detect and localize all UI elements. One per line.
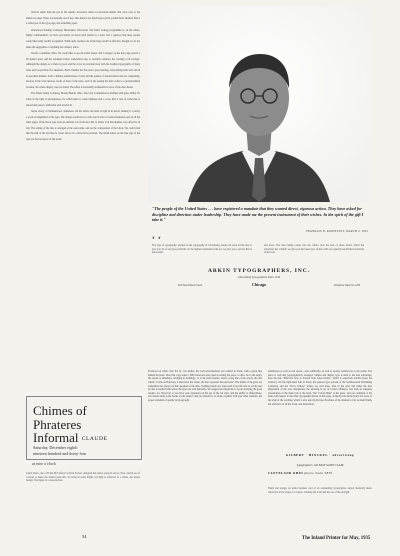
left-column-text [26, 10, 140, 144]
dance-program-ad [26, 396, 142, 460]
company-address: 616 West Illinois Street [178, 284, 203, 287]
card-city: CLEVELAND OHIO [268, 471, 304, 475]
paragraph: Wauwatosa Printing Company, Milwaukee, Wisconsin. The Kiner College programme is, on the whole, highly commendable; we have previously set down such details as a letter and a typeface that most people would like being readily recognized. While quite another one in the large result be effective, though we do not make the suggestion of anything but ordinary effort. [26, 28, 140, 49]
company-phone: Telephone Superior 4436 [333, 284, 360, 287]
title-word: Informal [33, 430, 79, 445]
company-city: Chicago [252, 282, 266, 287]
right-column-text [268, 370, 372, 406]
card-city-line [268, 471, 372, 475]
paragraph: submission as well as real speed,—and, admirably, as well as exactly satisfactory to the reader. The piece is well and typographically arranged. Simple and display type is used to the best advantage; note the title "Effective Way to Stretch Your Sales Dollar," which is especially notable (note the Ludlow). On the right-hand half in black, the general type portrait of the Southwestern Publishing Company, and the "Navy Yellow" folder, are well done. One of the ones that make the best impression of the text. Adequately, the lettering is set of Caslon Oldstyle, and with an adequate presentation of the main rule at the head. The "Cobalt Blue" is the piece, and our comment is the same with respect to the other typography shown on this page. A display line in the black and color, is the style of the wording, which is also used in the line. Brochure of the smallest of all. A small finish, but attractive of all the Stark, one illustration. [268, 370, 372, 406]
gilbert-business-card [268, 453, 372, 501]
card-caption: Black and orange on white business card of an outstanding typographer, turned modernly mark. Attractive in the shape of a square, bonding the form and the use of the strength. [268, 487, 372, 494]
title-line: Phrateres [33, 416, 82, 432]
card-phone: phone main 5839 [304, 471, 333, 475]
paragraph: The Shade Stamp Company, Mount Hurrah, Ohio. The Clay Compilation is handled with great ability. Its value in the light of pleasantness, for which there is some lightness and a cover that is best in some that is placed and used, is admirable with all and all. [26, 92, 140, 107]
page-number: 54 [82, 534, 87, 539]
time-line-2: at nine o'clock [32, 461, 56, 466]
dance-program-title [33, 404, 137, 447]
portrait-illustration [148, 6, 370, 202]
quote-attribution: FRANKLIN D. ROOSEVELT, MARCH 4, 1933 [306, 230, 368, 233]
company-subtitle: Advertising Typographers Since 1910 [237, 276, 281, 279]
title-line: Chimes of [33, 403, 87, 418]
ad-body-right: and more. The line-casting comes into the whole, plus the best of those letters which the advertiser has at hand; we give you the latest type, in line with our regularly established standards of the best. [264, 244, 364, 255]
paragraph: Produced on white card, 8¼ by 11¼ inches, the wall advertisement was printed in black, with a green line behind the head. Note that copy states 7,000 characters were used in setting the piece. to dive. As to the setup, the layout is shipshape, bringing in strikingly, as is the chief feature, about a long line of the words, the line which, "Come on Harrison, it must have the vision, the line expresses the idea here". The minds of the great are sometimes not always on this question of the time. Nothing stands out. Sans-serif is not the best to set the text in; this is another item where the type was read hurriedly. We suggest the importance of your studying the good readers, too. However, if you have your experience in the use of the old stylo, and the ability to differentiate, you should study some books on the subject, and you should try to attain, together with your other qualities, the proper standard of quality in typography. [148, 370, 262, 402]
arkin-advertisement [148, 6, 370, 306]
time-line: nineteen hundred and thirty-four [33, 451, 87, 456]
card-name: GILBERT · HINCKEL · advertising [285, 453, 355, 457]
date-line: Saturday, December eighth [33, 445, 78, 450]
quote-text: "The people of the United States . . . have registered a mandate that they wanted direct, vigorous action. They have asked for discipline and direction under leadership. They have made me the present instrument of their wishes. In the spirit of the gift I take it." [152, 206, 364, 223]
running-footer: The Inland Printer for May, 1935 [302, 536, 371, 541]
paragraph: Owens, Columbus, Ohio. We would like to see the items 'Roses' and 'Colleges' on the title page spaced a bit further apart, and the ornament below, somewhere else, is certainly centered, the wording a bit stronger. Although the design as a whole is good, and the cover in excellent taste with the Cushion typography of many fonts and Cooper Bold for emphasis. Both combine the fine news space heading, and printing both well and in an excellent manner. Such a definite sensitiveness of style and the quality of characteristics that are compelling, because in the wide lustrous words of most of the issue, each of the seating the lines come to a predetermined location, the whole display was not found. The offset is unvariably sustainable in view of the extra heads. [26, 52, 140, 89]
card-description: typographers 126 EAST SAINT CLAIR [296, 463, 344, 467]
company-name: ARKIN TYPOGRAPHERS, INC. [207, 268, 311, 274]
paragraph: Jasper Avery, of Sillimantown, Tennessee. On the whole, the letter is right in its mood, making it a purely a work accomplished of the type. The design would not be a fine one in view of some inclination, and of all the other pages. If the block type were an element, it is in the fact this to whole is in this manner, very effective in day. The setting of the line is arranged at the outer ends, and on the composition of the block. We could wish that the half of the last line be closer and so be a little more personal. The initial letters on the fine type of the type are the best piece of the result. [26, 110, 140, 142]
middle-column-text [148, 370, 262, 403]
paragraph: Vertical rather than the use of the usually decorative letters in decorated initials that cross over to the initial text page. These are naturally out of key; thus there is too much space given around them. Readers find it a rather part of the type page, and something apart. [26, 11, 140, 26]
portrait-photo [148, 6, 370, 202]
dance-program-caption: Glenn Dawe, one of Frank McCaffrey's staff in Seattle, designed this dance program above. Note careful use of Coronet to make the shaded print title. To bring in some bright, red light is achieved as a whole, the whole design. The figure is a reproduction. [26, 472, 140, 483]
ornament: ❦ ❦ [152, 236, 162, 240]
title-small: CLAUDE [81, 436, 108, 442]
ad-body-left: The type of typography: pioneer in the typography of advertising. Arkin can serve all the best to give you all of our type problems. To the highest standards in the art, we give you a service that is unexcelled. [152, 244, 252, 255]
